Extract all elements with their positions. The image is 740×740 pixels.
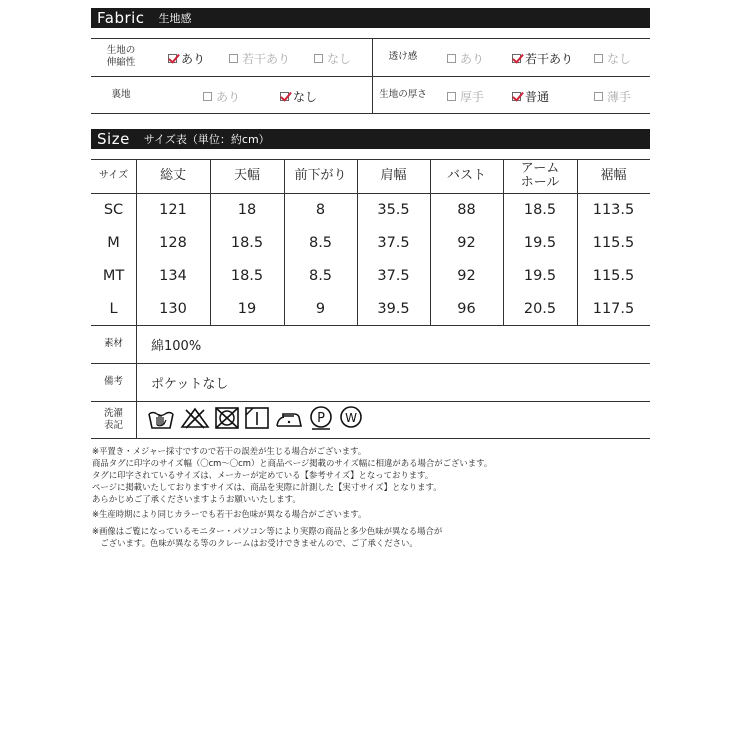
unchecked-box-icon xyxy=(229,54,238,63)
hand-wash-icon xyxy=(146,406,176,430)
table-header-cell: アーム ホール xyxy=(520,161,560,190)
size-section-header xyxy=(91,129,650,149)
table-column-divider xyxy=(136,325,137,438)
dry-clean-p-icon xyxy=(308,405,334,431)
fabric-option-label: あり xyxy=(216,90,241,104)
fabric-option xyxy=(512,88,549,105)
fabric-row-divider xyxy=(91,113,650,114)
fabric-option xyxy=(594,50,631,67)
size-row-label: MT xyxy=(102,267,125,284)
unchecked-box-icon xyxy=(447,54,456,63)
fabric-option xyxy=(229,50,290,67)
table-cell: 37.5 xyxy=(377,234,410,251)
line-dry-shade-icon xyxy=(244,406,270,430)
fabric-option xyxy=(168,50,205,67)
table-cell: 117.5 xyxy=(592,300,635,317)
fabric-section-header xyxy=(91,8,650,28)
fabric-option-label: 若干あり xyxy=(525,52,574,66)
care-label: 洗濯 表記 xyxy=(103,407,123,431)
checked-box-icon xyxy=(512,54,521,63)
note-line-1: ※平置き・メジャー採寸ですので若干の誤差が生じる場合がございます。 xyxy=(92,446,367,456)
material-label: 素材 xyxy=(103,338,123,349)
table-header-cell: 天幅 xyxy=(233,168,260,183)
unchecked-box-icon xyxy=(203,92,212,101)
table-cell: 18.5 xyxy=(523,201,557,218)
table-cell: 39.5 xyxy=(377,300,410,317)
size-row-label: SC xyxy=(103,201,124,218)
fabric-option-label: あり xyxy=(460,52,485,66)
fabric-left-label: 裏地 xyxy=(111,89,131,100)
size-subtitle: サイズ表（単位：約cm） xyxy=(143,133,270,146)
checked-box-icon xyxy=(512,92,521,101)
unchecked-box-icon xyxy=(314,54,323,63)
fabric-option xyxy=(280,88,317,105)
table-cell: 92 xyxy=(457,234,476,251)
fabric-option-label: なし xyxy=(327,52,352,66)
fabric-option-label: なし xyxy=(607,52,632,66)
no-bleach-icon xyxy=(180,406,210,430)
table-cell: 115.5 xyxy=(592,267,635,284)
table-header-cell: 肩幅 xyxy=(380,168,407,183)
table-cell: 35.5 xyxy=(377,201,410,218)
fabric-title: Fabric xyxy=(97,9,145,27)
table-header-cell: サイズ xyxy=(98,170,129,181)
fabric-subtitle: 生地感 xyxy=(158,12,192,25)
fabric-option xyxy=(314,50,351,67)
fabric-option-label: あり xyxy=(181,52,206,66)
table-cell: 8.5 xyxy=(308,234,333,251)
table-cell: 130 xyxy=(159,300,187,317)
fabric-left-label: 生地の 伸縮性 xyxy=(106,45,136,68)
note-line-7: ※画像はご覧になっているモニター・パソコン等により実際の商品と多少色味が異なる場合が xyxy=(92,526,443,536)
svg-text:P: P xyxy=(317,411,325,426)
table-header-cell: 裾幅 xyxy=(600,168,627,183)
remarks-value: ポケットなし xyxy=(151,376,229,392)
fabric-right-label: 生地の厚さ xyxy=(379,89,427,100)
svg-text:W: W xyxy=(345,411,357,425)
table-cell: 8.5 xyxy=(308,267,333,284)
remarks-label: 備考 xyxy=(103,376,123,387)
table-cell: 18.5 xyxy=(230,267,264,284)
size-row-label: L xyxy=(109,300,118,317)
size-row-label: M xyxy=(107,234,120,251)
fabric-option xyxy=(512,50,573,67)
fabric-option-label: 若干あり xyxy=(242,52,291,66)
fabric-option xyxy=(447,50,484,67)
table-cell: 128 xyxy=(159,234,187,251)
fabric-option-label: 普通 xyxy=(525,90,550,104)
table-header-cell: 総丈 xyxy=(159,168,186,183)
fabric-option xyxy=(447,88,484,105)
table-header-cell: 前下がり xyxy=(294,168,347,183)
table-cell: 19.5 xyxy=(523,267,557,284)
iron-low-icon xyxy=(274,406,304,430)
fabric-option-label: なし xyxy=(293,90,318,104)
table-cell: 9 xyxy=(315,300,326,317)
note-line-8: ございます。色味が異なる等のクレームはお受けできませんので、ご了承ください。 xyxy=(92,538,418,548)
table-cell: 20.5 xyxy=(523,300,557,317)
note-line-2: 商品タグに印字のサイズ幅（〇cm〜〇cm）と商品ページ掲載のサイズ幅に相違がある場合がございます。 xyxy=(92,458,493,468)
table-cell: 113.5 xyxy=(592,201,635,218)
fabric-row-divider xyxy=(91,76,650,77)
note-line-3: タグに印字されているサイズは、メーカーが定めている【参考サイズ】となっております。 xyxy=(92,470,434,480)
table-row-divider xyxy=(91,401,650,402)
table-header-cell: バスト xyxy=(446,168,486,183)
table-cell: 19.5 xyxy=(523,234,557,251)
table-cell: 121 xyxy=(159,201,187,218)
table-cell: 8 xyxy=(315,201,326,218)
checked-box-icon xyxy=(280,92,289,101)
fabric-right-label: 透け感 xyxy=(388,51,418,62)
note-line-5: あらかじめご了承くださいますようお願いいたします。 xyxy=(92,494,301,504)
fabric-option xyxy=(594,88,631,105)
fabric-option-label: 厚手 xyxy=(460,90,485,104)
table-cell: 18.5 xyxy=(230,234,264,251)
checked-box-icon xyxy=(168,54,177,63)
table-cell: 88 xyxy=(457,201,476,218)
unchecked-box-icon xyxy=(594,92,603,101)
table-cell: 96 xyxy=(457,300,476,317)
note-line-4: ページに掲載いたしておりますサイズは、商品を実際に計測した【実寸サイズ】となります。 xyxy=(92,482,442,492)
unchecked-box-icon xyxy=(594,54,603,63)
no-tumble-dry-icon xyxy=(214,406,240,430)
table-cell: 37.5 xyxy=(377,267,410,284)
material-value: 綿100% xyxy=(151,338,202,354)
table-cell: 92 xyxy=(457,267,476,284)
unchecked-box-icon xyxy=(447,92,456,101)
table-cell: 18 xyxy=(237,201,257,218)
table-cell: 134 xyxy=(159,267,187,284)
fabric-option xyxy=(203,88,240,105)
wet-clean-w-icon xyxy=(338,405,364,431)
note-line-6: ※生産時期により同じカラーでも若干お色味が異なる場合がございます。 xyxy=(92,509,367,519)
fabric-row-divider xyxy=(91,38,650,39)
table-cell: 19 xyxy=(237,300,257,317)
fabric-option-label: 薄手 xyxy=(607,90,632,104)
table-row-divider xyxy=(91,438,650,439)
size-title: Size xyxy=(97,130,130,148)
care-icons xyxy=(146,405,364,431)
table-cell: 115.5 xyxy=(592,234,635,251)
